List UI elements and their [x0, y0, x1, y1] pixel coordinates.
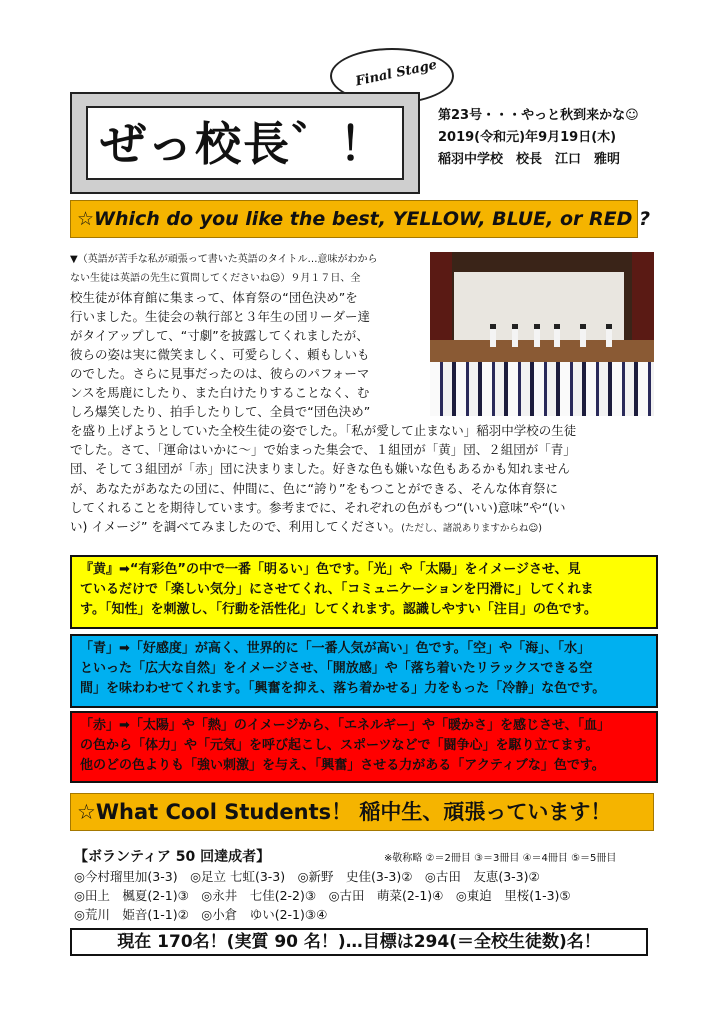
final-stage-label: Final Stage	[354, 57, 439, 90]
yellow-line: す。「知性」を刺激し、「行動を活性化」してくれます。認識しやすい「注目」の色です。	[80, 602, 597, 617]
body-line: 団、そして３組団が「赤」団に決まりました。好きな色も嫌いな色もあるかも知れません	[70, 461, 571, 477]
blue-line: 「青」➡「好感度」が高く、世界的に「一番人気が高い」色です。「空」や「海」、「水」	[80, 641, 591, 656]
red-line: 「赤」➡「太陽」や「熱」のイメージから、「エネルギー」や「暖かさ」を感じさせ、「血」	[80, 718, 611, 733]
volunteer-count: 現在 170名！(実質 90 名！)…目標は294(＝全校生徒数)名！	[70, 928, 648, 956]
intro-line: 校生徒が体育館に集まって、体育祭の“団色決め”を	[70, 290, 358, 305]
body-line: が、あなたがあなたの団に、仲間に、色に“誇り”をもつことができる、そんな体育祭に	[70, 480, 558, 496]
gym-assembly-photo	[430, 252, 654, 416]
intro-line: ない生徒は英語の先生に質問してくださいね☺）９月１７日、全	[70, 273, 361, 284]
intro-line: がタイアップして、“寸劇”を披露してくれましたが、	[70, 328, 369, 343]
newsletter-title: ぜっ校長゛！	[100, 117, 388, 171]
body-paragraph	[70, 421, 656, 538]
issue-number: 第23号・・・やっと秋到来かな☺	[438, 108, 639, 123]
volunteer-note: ※敬称略 ②＝2冊目 ③＝3冊目 ④＝4冊目 ⑤＝5冊目	[384, 853, 617, 864]
intro-line: 行いました。生徒会の執行部と３年生の団リーダー達	[70, 309, 371, 324]
intro-line: ンスを馬鹿にしたり、また白けたりすることなく、む	[70, 385, 370, 400]
body-line: い) イメージ” を調べてみましたので、利用してください。	[70, 519, 402, 535]
intro-line: ▼（英語が苦手な私が頑張って書いた英語のタイトル…意味がわから	[70, 254, 378, 265]
volunteer-row: ◎荒川 姫音(1-1)② ◎小倉 ゆい(2-1)③④	[74, 907, 328, 922]
intro-line: のでした。さらに見事だったのは、彼らのパフォーマ	[70, 366, 370, 381]
red-line: 他のどの色よりも「強い刺激」を与え、「興奮」させる力がある「アクティブな」色です。	[80, 758, 605, 773]
body-line: を盛り上げようとしていた全校生徒の姿でした。「私が愛して止まない」稲羽中学校の生徒	[70, 423, 577, 438]
body-line: してくれることを期待しています。参考までに、それぞれの色がもつ“(いい)意味”や“(い	[70, 499, 566, 515]
yellow-meaning-box	[70, 555, 658, 629]
red-meaning-box	[70, 711, 658, 783]
body-line-last	[70, 517, 656, 538]
blue-line: といった「広大な自然」をイメージさせ、「開放感」や「落ち着いたリラックスできる空	[80, 661, 593, 676]
section1-heading: ☆Which do you like the best, YELLOW, BLUE, or RED ?	[70, 200, 638, 238]
blue-meaning-box	[70, 634, 658, 708]
issue-date: 2019(令和元)年9月19日(木)	[438, 130, 617, 145]
yellow-line: ているだけで「楽しい気分」にさせてくれ、「コミュニケーションを円滑に」してくれま	[80, 582, 594, 597]
red-line: の色から「体力」や「元気」を呼び起こし、スポーツなどで「闘争心」を駆り立てます。	[80, 738, 599, 753]
intro-line: しろ爆笑したり、拍手したりして、全員で“団色決め”	[70, 404, 371, 419]
section2-heading: ☆What Cool Students！ 稲中生、頑張っています！	[70, 793, 654, 831]
volunteer-title: 【ボランティア 50 回達成者】	[74, 849, 271, 865]
blue-line: 間」を味わわせてくれます。「興奮を抑え、落ち着かせる」力をもった「冷静」な色です。	[80, 681, 606, 696]
intro-line: 彼らの姿は実に微笑ましく、可愛らしく、頼もしいも	[70, 347, 370, 362]
yellow-line: 『黄』➡“有彩色”の中で一番「明るい」色です。「光」や「太陽」をイメージさせ、見	[80, 562, 581, 577]
school-principal: 稲羽中学校 校長 江口 雅明	[438, 152, 621, 167]
body-line: でした。さて、「運命はいかに～」で始まった集会で、１組団が「黄」団、２組団が「青」	[70, 442, 576, 458]
volunteer-row: ◎今村瑠里加(3-3) ◎足立 七虹(3-3) ◎新野 史佳(3-3)② ◎古田 友恵(3-3)②	[74, 869, 540, 884]
volunteer-row: ◎田上 楓夏(2-1)③ ◎永井 七佳(2-2)③ ◎古田 萌菜(2-1)④ ◎東迫 里桜(1-3)⑤	[74, 888, 571, 903]
intro-paragraph	[70, 250, 426, 421]
aside-note: (ただし、諸説ありますからね☺)	[401, 523, 543, 535]
